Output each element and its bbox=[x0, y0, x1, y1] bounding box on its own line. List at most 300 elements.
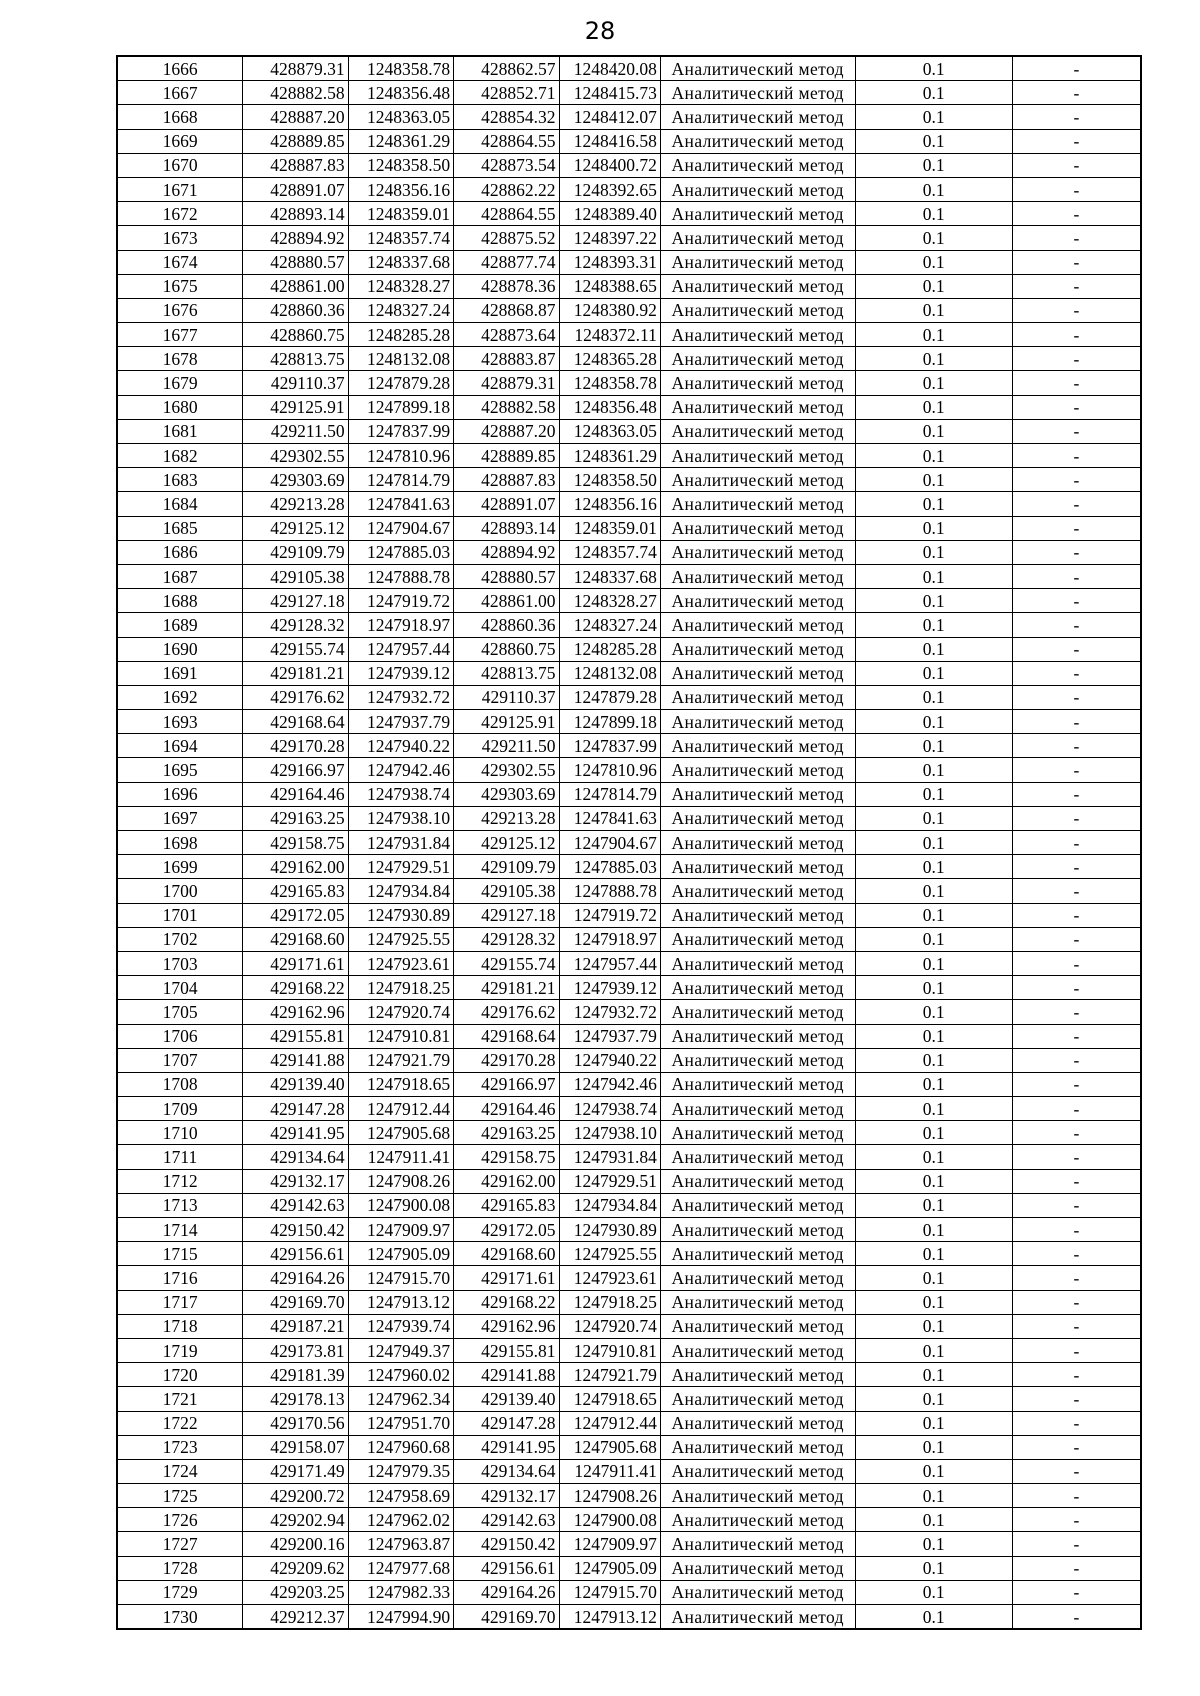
x1-cell: 429303.69 bbox=[243, 468, 348, 492]
accuracy-cell: 0.1 bbox=[855, 782, 1012, 806]
table-row bbox=[117, 1290, 1141, 1314]
x1-cell: 429181.39 bbox=[243, 1363, 348, 1387]
y1-cell: 1248361.29 bbox=[348, 129, 453, 153]
x1-cell: 429302.55 bbox=[243, 444, 348, 468]
y2-cell: 1247885.03 bbox=[559, 855, 660, 879]
table-row bbox=[117, 1508, 1141, 1532]
method-cell: Аналитический метод bbox=[660, 734, 855, 758]
accuracy-cell: 0.1 bbox=[855, 1580, 1012, 1604]
x2-cell: 428879.31 bbox=[454, 371, 559, 395]
x1-cell: 429172.05 bbox=[243, 903, 348, 927]
method-cell: Аналитический метод bbox=[660, 831, 855, 855]
x1-cell: 429176.62 bbox=[243, 685, 348, 709]
x1-cell: 429141.95 bbox=[243, 1121, 348, 1145]
table-row bbox=[117, 1484, 1141, 1508]
y2-cell: 1248357.74 bbox=[559, 540, 660, 564]
accuracy-cell: 0.1 bbox=[855, 1121, 1012, 1145]
method-cell: Аналитический метод bbox=[660, 250, 855, 274]
x1-cell: 429142.63 bbox=[243, 1193, 348, 1217]
x1-cell: 428879.31 bbox=[243, 56, 348, 81]
y1-cell: 1247905.09 bbox=[348, 1242, 453, 1266]
note-cell: - bbox=[1012, 710, 1141, 734]
note-cell: - bbox=[1012, 1024, 1141, 1048]
table-row bbox=[117, 1605, 1141, 1630]
y2-cell: 1248356.16 bbox=[559, 492, 660, 516]
method-cell: Аналитический метод bbox=[660, 782, 855, 806]
x2-cell: 428864.55 bbox=[454, 129, 559, 153]
x1-cell: 429128.32 bbox=[243, 613, 348, 637]
x1-cell: 428889.85 bbox=[243, 129, 348, 153]
note-cell: - bbox=[1012, 782, 1141, 806]
point-number-cell: 1676 bbox=[117, 298, 243, 322]
x2-cell: 429171.61 bbox=[454, 1266, 559, 1290]
y1-cell: 1247938.10 bbox=[348, 806, 453, 830]
x1-cell: 429158.07 bbox=[243, 1435, 348, 1459]
note-cell: - bbox=[1012, 1048, 1141, 1072]
table-row bbox=[117, 56, 1141, 81]
table-row bbox=[117, 1363, 1141, 1387]
x2-cell: 428862.57 bbox=[454, 56, 559, 81]
x2-cell: 429150.42 bbox=[454, 1532, 559, 1556]
x2-cell: 428875.52 bbox=[454, 226, 559, 250]
point-number-cell: 1703 bbox=[117, 951, 243, 975]
coordinates-table bbox=[116, 55, 1142, 1630]
table-row bbox=[117, 540, 1141, 564]
y1-cell: 1247960.68 bbox=[348, 1435, 453, 1459]
table-row bbox=[117, 1145, 1141, 1169]
method-cell: Аналитический метод bbox=[660, 516, 855, 540]
point-number-cell: 1681 bbox=[117, 419, 243, 443]
point-number-cell: 1668 bbox=[117, 105, 243, 129]
point-number-cell: 1723 bbox=[117, 1435, 243, 1459]
x2-cell: 429162.00 bbox=[454, 1169, 559, 1193]
y2-cell: 1248132.08 bbox=[559, 661, 660, 685]
note-cell: - bbox=[1012, 540, 1141, 564]
point-number-cell: 1700 bbox=[117, 879, 243, 903]
point-number-cell: 1709 bbox=[117, 1097, 243, 1121]
method-cell: Аналитический метод bbox=[660, 1580, 855, 1604]
note-cell: - bbox=[1012, 1411, 1141, 1435]
accuracy-cell: 0.1 bbox=[855, 468, 1012, 492]
point-number-cell: 1726 bbox=[117, 1508, 243, 1532]
x1-cell: 429209.62 bbox=[243, 1556, 348, 1580]
y2-cell: 1247837.99 bbox=[559, 734, 660, 758]
point-number-cell: 1675 bbox=[117, 274, 243, 298]
x1-cell: 428880.57 bbox=[243, 250, 348, 274]
point-number-cell: 1729 bbox=[117, 1580, 243, 1604]
y1-cell: 1247929.51 bbox=[348, 855, 453, 879]
y2-cell: 1248416.58 bbox=[559, 129, 660, 153]
point-number-cell: 1730 bbox=[117, 1605, 243, 1630]
x1-cell: 429155.81 bbox=[243, 1024, 348, 1048]
y1-cell: 1247841.63 bbox=[348, 492, 453, 516]
x1-cell: 429212.37 bbox=[243, 1605, 348, 1630]
method-cell: Аналитический метод bbox=[660, 468, 855, 492]
y1-cell: 1248359.01 bbox=[348, 202, 453, 226]
x2-cell: 429172.05 bbox=[454, 1218, 559, 1242]
y2-cell: 1248359.01 bbox=[559, 516, 660, 540]
y1-cell: 1247923.61 bbox=[348, 951, 453, 975]
x1-cell: 428894.92 bbox=[243, 226, 348, 250]
note-cell: - bbox=[1012, 637, 1141, 661]
method-cell: Аналитический метод bbox=[660, 613, 855, 637]
y1-cell: 1247937.79 bbox=[348, 710, 453, 734]
note-cell: - bbox=[1012, 806, 1141, 830]
table-row bbox=[117, 1556, 1141, 1580]
x2-cell: 428877.74 bbox=[454, 250, 559, 274]
accuracy-cell: 0.1 bbox=[855, 105, 1012, 129]
x2-cell: 428882.58 bbox=[454, 395, 559, 419]
method-cell: Аналитический метод bbox=[660, 710, 855, 734]
y2-cell: 1247931.84 bbox=[559, 1145, 660, 1169]
method-cell: Аналитический метод bbox=[660, 371, 855, 395]
note-cell: - bbox=[1012, 1556, 1141, 1580]
table-row bbox=[117, 347, 1141, 371]
x2-cell: 428887.83 bbox=[454, 468, 559, 492]
point-number-cell: 1691 bbox=[117, 661, 243, 685]
y2-cell: 1247921.79 bbox=[559, 1363, 660, 1387]
method-cell: Аналитический метод bbox=[660, 540, 855, 564]
y2-cell: 1248380.92 bbox=[559, 298, 660, 322]
point-number-cell: 1706 bbox=[117, 1024, 243, 1048]
y1-cell: 1247932.72 bbox=[348, 685, 453, 709]
y1-cell: 1248132.08 bbox=[348, 347, 453, 371]
point-number-cell: 1682 bbox=[117, 444, 243, 468]
table-row bbox=[117, 1580, 1141, 1604]
method-cell: Аналитический метод bbox=[660, 951, 855, 975]
accuracy-cell: 0.1 bbox=[855, 1508, 1012, 1532]
accuracy-cell: 0.1 bbox=[855, 806, 1012, 830]
y2-cell: 1247937.79 bbox=[559, 1024, 660, 1048]
x2-cell: 429176.62 bbox=[454, 1000, 559, 1024]
x2-cell: 429168.64 bbox=[454, 1024, 559, 1048]
x2-cell: 429128.32 bbox=[454, 927, 559, 951]
x2-cell: 429162.96 bbox=[454, 1314, 559, 1338]
y2-cell: 1247918.97 bbox=[559, 927, 660, 951]
table-row bbox=[117, 782, 1141, 806]
x1-cell: 429165.83 bbox=[243, 879, 348, 903]
method-cell: Аналитический метод bbox=[660, 1145, 855, 1169]
x1-cell: 429166.97 bbox=[243, 758, 348, 782]
accuracy-cell: 0.1 bbox=[855, 1484, 1012, 1508]
method-cell: Аналитический метод bbox=[660, 589, 855, 613]
page-number: 28 bbox=[584, 17, 616, 45]
y1-cell: 1248358.78 bbox=[348, 56, 453, 81]
point-number-cell: 1712 bbox=[117, 1169, 243, 1193]
note-cell: - bbox=[1012, 1121, 1141, 1145]
x1-cell: 429156.61 bbox=[243, 1242, 348, 1266]
accuracy-cell: 0.1 bbox=[855, 1387, 1012, 1411]
y2-cell: 1247938.74 bbox=[559, 1097, 660, 1121]
accuracy-cell: 0.1 bbox=[855, 1290, 1012, 1314]
x2-cell: 428894.92 bbox=[454, 540, 559, 564]
x1-cell: 429109.79 bbox=[243, 540, 348, 564]
x2-cell: 429156.61 bbox=[454, 1556, 559, 1580]
note-cell: - bbox=[1012, 831, 1141, 855]
y2-cell: 1247932.72 bbox=[559, 1000, 660, 1024]
x2-cell: 429164.26 bbox=[454, 1580, 559, 1604]
method-cell: Аналитический метод bbox=[660, 1605, 855, 1630]
y1-cell: 1247939.74 bbox=[348, 1314, 453, 1338]
note-cell: - bbox=[1012, 758, 1141, 782]
method-cell: Аналитический метод bbox=[660, 1484, 855, 1508]
y2-cell: 1247942.46 bbox=[559, 1072, 660, 1096]
x1-cell: 429163.25 bbox=[243, 806, 348, 830]
note-cell: - bbox=[1012, 492, 1141, 516]
method-cell: Аналитический метод bbox=[660, 1024, 855, 1048]
x2-cell: 428860.36 bbox=[454, 613, 559, 637]
point-number-cell: 1690 bbox=[117, 637, 243, 661]
accuracy-cell: 0.1 bbox=[855, 1072, 1012, 1096]
accuracy-cell: 0.1 bbox=[855, 927, 1012, 951]
note-cell: - bbox=[1012, 202, 1141, 226]
point-number-cell: 1689 bbox=[117, 613, 243, 637]
point-number-cell: 1722 bbox=[117, 1411, 243, 1435]
x1-cell: 429170.56 bbox=[243, 1411, 348, 1435]
y2-cell: 1248397.22 bbox=[559, 226, 660, 250]
y1-cell: 1247909.97 bbox=[348, 1218, 453, 1242]
y2-cell: 1247929.51 bbox=[559, 1169, 660, 1193]
y1-cell: 1247814.79 bbox=[348, 468, 453, 492]
accuracy-cell: 0.1 bbox=[855, 516, 1012, 540]
note-cell: - bbox=[1012, 1459, 1141, 1483]
note-cell: - bbox=[1012, 298, 1141, 322]
accuracy-cell: 0.1 bbox=[855, 1605, 1012, 1630]
y2-cell: 1248363.05 bbox=[559, 419, 660, 443]
accuracy-cell: 0.1 bbox=[855, 1363, 1012, 1387]
note-cell: - bbox=[1012, 419, 1141, 443]
y2-cell: 1247913.12 bbox=[559, 1605, 660, 1630]
x1-cell: 429105.38 bbox=[243, 564, 348, 588]
y2-cell: 1248415.73 bbox=[559, 81, 660, 105]
y2-cell: 1247879.28 bbox=[559, 685, 660, 709]
y1-cell: 1247888.78 bbox=[348, 564, 453, 588]
accuracy-cell: 0.1 bbox=[855, 250, 1012, 274]
y1-cell: 1247942.46 bbox=[348, 758, 453, 782]
point-number-cell: 1692 bbox=[117, 685, 243, 709]
y1-cell: 1247921.79 bbox=[348, 1048, 453, 1072]
y1-cell: 1247925.55 bbox=[348, 927, 453, 951]
point-number-cell: 1719 bbox=[117, 1338, 243, 1362]
table-row bbox=[117, 1242, 1141, 1266]
x2-cell: 429141.95 bbox=[454, 1435, 559, 1459]
x1-cell: 429203.25 bbox=[243, 1580, 348, 1604]
note-cell: - bbox=[1012, 371, 1141, 395]
y2-cell: 1248337.68 bbox=[559, 564, 660, 588]
method-cell: Аналитический метод bbox=[660, 637, 855, 661]
x2-cell: 429164.46 bbox=[454, 1097, 559, 1121]
x1-cell: 429200.16 bbox=[243, 1532, 348, 1556]
y2-cell: 1248365.28 bbox=[559, 347, 660, 371]
table-row bbox=[117, 1435, 1141, 1459]
note-cell: - bbox=[1012, 153, 1141, 177]
note-cell: - bbox=[1012, 1072, 1141, 1096]
table-row bbox=[117, 637, 1141, 661]
y1-cell: 1247879.28 bbox=[348, 371, 453, 395]
y1-cell: 1248358.50 bbox=[348, 153, 453, 177]
point-number-cell: 1699 bbox=[117, 855, 243, 879]
y2-cell: 1247904.67 bbox=[559, 831, 660, 855]
y1-cell: 1247940.22 bbox=[348, 734, 453, 758]
y2-cell: 1248420.08 bbox=[559, 56, 660, 81]
y1-cell: 1248356.16 bbox=[348, 177, 453, 201]
y2-cell: 1247905.68 bbox=[559, 1435, 660, 1459]
x1-cell: 429178.13 bbox=[243, 1387, 348, 1411]
accuracy-cell: 0.1 bbox=[855, 831, 1012, 855]
method-cell: Аналитический метод bbox=[660, 1218, 855, 1242]
x2-cell: 429125.91 bbox=[454, 710, 559, 734]
table-row bbox=[117, 879, 1141, 903]
y2-cell: 1247930.89 bbox=[559, 1218, 660, 1242]
method-cell: Аналитический метод bbox=[660, 1508, 855, 1532]
method-cell: Аналитический метод bbox=[660, 1459, 855, 1483]
x2-cell: 429168.22 bbox=[454, 1290, 559, 1314]
x1-cell: 429132.17 bbox=[243, 1169, 348, 1193]
accuracy-cell: 0.1 bbox=[855, 1411, 1012, 1435]
method-cell: Аналитический метод bbox=[660, 927, 855, 951]
table-row bbox=[117, 129, 1141, 153]
method-cell: Аналитический метод bbox=[660, 1387, 855, 1411]
note-cell: - bbox=[1012, 129, 1141, 153]
point-number-cell: 1670 bbox=[117, 153, 243, 177]
note-cell: - bbox=[1012, 927, 1141, 951]
x2-cell: 428883.87 bbox=[454, 347, 559, 371]
point-number-cell: 1707 bbox=[117, 1048, 243, 1072]
table-row bbox=[117, 613, 1141, 637]
table-row bbox=[117, 1121, 1141, 1145]
y2-cell: 1248327.24 bbox=[559, 613, 660, 637]
x2-cell: 428854.32 bbox=[454, 105, 559, 129]
table-row bbox=[117, 177, 1141, 201]
note-cell: - bbox=[1012, 976, 1141, 1000]
note-cell: - bbox=[1012, 1508, 1141, 1532]
x2-cell: 428887.20 bbox=[454, 419, 559, 443]
x1-cell: 429158.75 bbox=[243, 831, 348, 855]
method-cell: Аналитический метод bbox=[660, 1435, 855, 1459]
table-row bbox=[117, 927, 1141, 951]
method-cell: Аналитический метод bbox=[660, 1242, 855, 1266]
note-cell: - bbox=[1012, 81, 1141, 105]
y1-cell: 1247900.08 bbox=[348, 1193, 453, 1217]
x1-cell: 429181.21 bbox=[243, 661, 348, 685]
method-cell: Аналитический метод bbox=[660, 903, 855, 927]
accuracy-cell: 0.1 bbox=[855, 419, 1012, 443]
point-number-cell: 1671 bbox=[117, 177, 243, 201]
table-row bbox=[117, 323, 1141, 347]
accuracy-cell: 0.1 bbox=[855, 540, 1012, 564]
x2-cell: 429169.70 bbox=[454, 1605, 559, 1630]
point-number-cell: 1724 bbox=[117, 1459, 243, 1483]
x1-cell: 429168.60 bbox=[243, 927, 348, 951]
table-row bbox=[117, 564, 1141, 588]
note-cell: - bbox=[1012, 1314, 1141, 1338]
x1-cell: 429170.28 bbox=[243, 734, 348, 758]
method-cell: Аналитический метод bbox=[660, 395, 855, 419]
table-row bbox=[117, 153, 1141, 177]
y1-cell: 1247918.65 bbox=[348, 1072, 453, 1096]
method-cell: Аналитический метод bbox=[660, 347, 855, 371]
point-number-cell: 1683 bbox=[117, 468, 243, 492]
y2-cell: 1247814.79 bbox=[559, 782, 660, 806]
x2-cell: 429155.81 bbox=[454, 1338, 559, 1362]
accuracy-cell: 0.1 bbox=[855, 226, 1012, 250]
table-row bbox=[117, 1218, 1141, 1242]
accuracy-cell: 0.1 bbox=[855, 81, 1012, 105]
accuracy-cell: 0.1 bbox=[855, 1266, 1012, 1290]
accuracy-cell: 0.1 bbox=[855, 1169, 1012, 1193]
x2-cell: 429166.97 bbox=[454, 1072, 559, 1096]
y2-cell: 1247918.65 bbox=[559, 1387, 660, 1411]
point-number-cell: 1680 bbox=[117, 395, 243, 419]
y1-cell: 1247918.25 bbox=[348, 976, 453, 1000]
y2-cell: 1247900.08 bbox=[559, 1508, 660, 1532]
y1-cell: 1247837.99 bbox=[348, 419, 453, 443]
table-row bbox=[117, 1411, 1141, 1435]
x2-cell: 429155.74 bbox=[454, 951, 559, 975]
y1-cell: 1247915.70 bbox=[348, 1266, 453, 1290]
method-cell: Аналитический метод bbox=[660, 1097, 855, 1121]
note-cell: - bbox=[1012, 395, 1141, 419]
point-number-cell: 1727 bbox=[117, 1532, 243, 1556]
method-cell: Аналитический метод bbox=[660, 1338, 855, 1362]
y2-cell: 1247912.44 bbox=[559, 1411, 660, 1435]
y1-cell: 1247979.35 bbox=[348, 1459, 453, 1483]
x1-cell: 429162.96 bbox=[243, 1000, 348, 1024]
x2-cell: 429168.60 bbox=[454, 1242, 559, 1266]
y2-cell: 1247940.22 bbox=[559, 1048, 660, 1072]
table-row bbox=[117, 806, 1141, 830]
y1-cell: 1247904.67 bbox=[348, 516, 453, 540]
y2-cell: 1247908.26 bbox=[559, 1484, 660, 1508]
note-cell: - bbox=[1012, 1193, 1141, 1217]
note-cell: - bbox=[1012, 105, 1141, 129]
method-cell: Аналитический метод bbox=[660, 1363, 855, 1387]
point-number-cell: 1688 bbox=[117, 589, 243, 613]
accuracy-cell: 0.1 bbox=[855, 951, 1012, 975]
method-cell: Аналитический метод bbox=[660, 661, 855, 685]
method-cell: Аналитический метод bbox=[660, 419, 855, 443]
table-row bbox=[117, 734, 1141, 758]
x2-cell: 428862.22 bbox=[454, 177, 559, 201]
note-cell: - bbox=[1012, 951, 1141, 975]
point-number-cell: 1720 bbox=[117, 1363, 243, 1387]
x2-cell: 429125.12 bbox=[454, 831, 559, 855]
accuracy-cell: 0.1 bbox=[855, 56, 1012, 81]
accuracy-cell: 0.1 bbox=[855, 1048, 1012, 1072]
y2-cell: 1247915.70 bbox=[559, 1580, 660, 1604]
x1-cell: 429162.00 bbox=[243, 855, 348, 879]
accuracy-cell: 0.1 bbox=[855, 1145, 1012, 1169]
accuracy-cell: 0.1 bbox=[855, 1314, 1012, 1338]
point-number-cell: 1696 bbox=[117, 782, 243, 806]
y1-cell: 1247977.68 bbox=[348, 1556, 453, 1580]
point-number-cell: 1721 bbox=[117, 1387, 243, 1411]
point-number-cell: 1708 bbox=[117, 1072, 243, 1096]
note-cell: - bbox=[1012, 685, 1141, 709]
x2-cell: 429141.88 bbox=[454, 1363, 559, 1387]
point-number-cell: 1672 bbox=[117, 202, 243, 226]
x2-cell: 429105.38 bbox=[454, 879, 559, 903]
method-cell: Аналитический метод bbox=[660, 1000, 855, 1024]
x1-cell: 429110.37 bbox=[243, 371, 348, 395]
table-row bbox=[117, 226, 1141, 250]
x2-cell: 429147.28 bbox=[454, 1411, 559, 1435]
note-cell: - bbox=[1012, 56, 1141, 81]
y2-cell: 1248392.65 bbox=[559, 177, 660, 201]
y1-cell: 1247911.41 bbox=[348, 1145, 453, 1169]
table-row bbox=[117, 492, 1141, 516]
accuracy-cell: 0.1 bbox=[855, 323, 1012, 347]
